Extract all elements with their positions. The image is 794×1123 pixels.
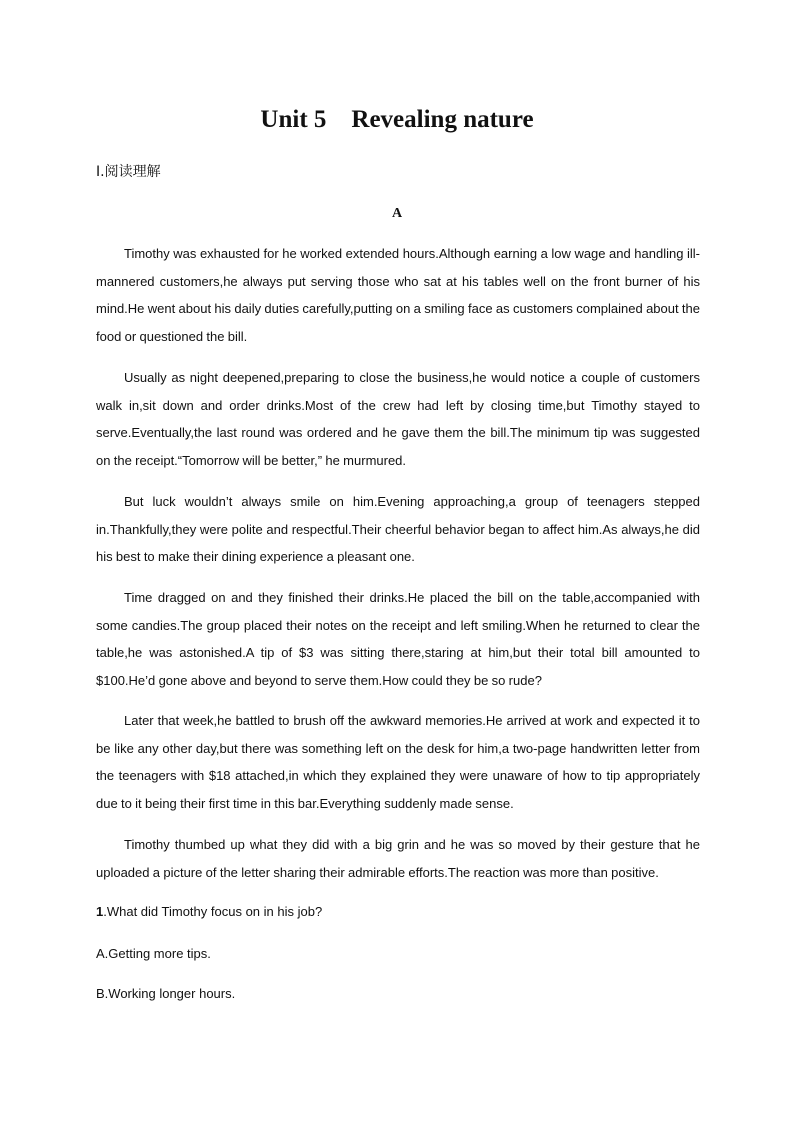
paragraph-2: Usually as night deepened,preparing to close the business,he would notice a couple of customers walk in,sit down and order drinks.Most of the crew had left by closing time,but Timothy stayed to serve.Eventually,the last round was ordered and he gave them the bill.The minimum tip was suggested on the receipt.“Tomorrow will be better,” he murmured. — [96, 370, 700, 468]
question-text: .What did Timothy focus on in his job? — [103, 904, 323, 919]
paragraph-5: Later that week,he battled to brush off the awkward memories.He arrived at work and expected it to be like any other day,but there was something left on the desk for him,a two-page handwritten letter from the teenagers with $18 attached,in which they explained they were unaware of how to tip appropriately due to it being their first time in this bar.Everything suddenly made sense. — [96, 713, 700, 811]
paragraph-1: Timothy was exhausted for he worked extended hours.Although earning a low wage and handling ill-mannered customers,he always put serving those who sat at his tables well on the front burner of his mind.He went about his daily duties carefully,putting on a smiling face as customers complained about the food or questioned the bill. — [96, 246, 700, 344]
paragraph-6: Timothy thumbed up what they did with a big grin and he was so moved by their gesture that he uploaded a picture of the letter sharing their admirable efforts.The reaction was more than positive. — [96, 837, 700, 880]
paragraph-3: But luck wouldn’t always smile on him.Evening approaching,a group of teenagers stepped in.Thankfully,they were polite and respectful.Their cheerful behavior began to affect him.As always,he did his best to make their dining experience a pleasant one. — [96, 494, 700, 564]
section-heading: Ⅰ.阅读理解 — [96, 164, 161, 180]
paragraph-4: Time dragged on and they finished their drinks.He placed the bill on the table,accompanied with some candies.The group placed their notes on the receipt and left smiling.When he returned to clear the table,he was astonished.A tip of $3 was sitting there,staring at him,but their total bill amounted to $100.He’d gone above and beyond to serve them.How could they be so rude? — [96, 590, 700, 688]
page-title: Unit 5 Revealing nature — [260, 106, 534, 133]
passage-label: A — [391, 206, 403, 221]
question-number: 1 — [96, 904, 104, 919]
question-1 — [96, 902, 700, 922]
option-b: B.Working longer hours. — [96, 986, 236, 1001]
option-a: A.Getting more tips. — [96, 946, 211, 961]
